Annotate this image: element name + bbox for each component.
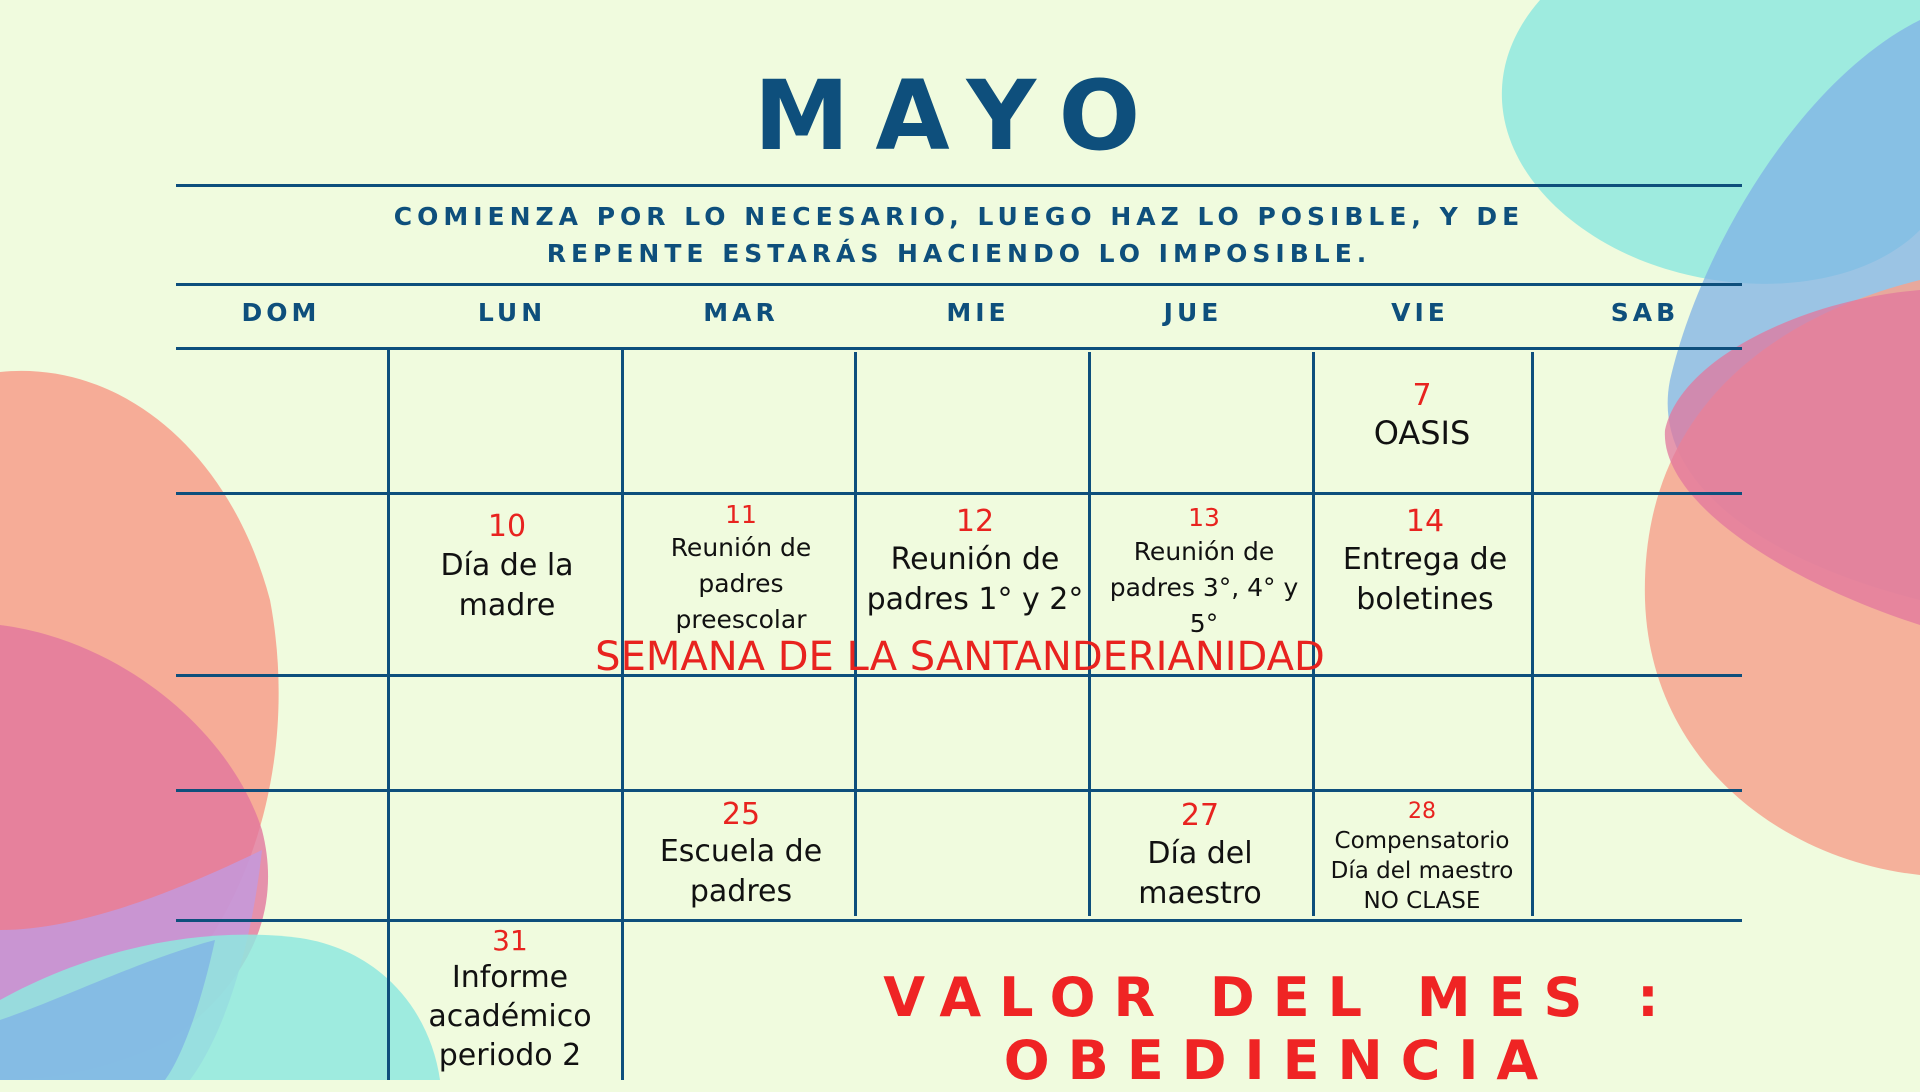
day-number: 25 <box>721 797 761 832</box>
day-number: 13 <box>1188 503 1220 532</box>
row-divider-3 <box>176 789 1742 792</box>
day-cell-25 <box>636 798 846 912</box>
event-text-line-1: Compensatorio <box>1334 828 1510 854</box>
motivational-quote <box>176 198 1742 272</box>
day-cell-28 <box>1310 798 1534 916</box>
event-text-line-2: Día del maestro <box>1330 858 1514 884</box>
quote-line-1: COMIENZA POR LO NECESARIO, LUEGO HAZ LO POSIBLE, Y DE <box>393 202 1525 231</box>
divider-top <box>176 184 1742 187</box>
event-text: Reunión de padres 3°, 4° y 5° <box>1109 537 1299 638</box>
event-text: Reunión de padres preescolar <box>670 533 812 634</box>
event-text: OASIS <box>1373 414 1471 452</box>
day-cell-10 <box>407 508 607 626</box>
event-text: Entrega de boletines <box>1342 542 1508 617</box>
day-number: 31 <box>492 924 528 957</box>
value-of-month: VALOR DEL MES : OBEDIENCIA <box>883 966 1677 1092</box>
event-text: Día de la madre <box>440 548 574 623</box>
day-cell-27 <box>1100 798 1300 914</box>
month-title: MAYO <box>753 60 1167 172</box>
day-cell-31 <box>400 924 620 1075</box>
day-cell-7 <box>1310 378 1534 452</box>
event-text: Reunión de padres 1° y 2° <box>866 542 1084 617</box>
divider-header-bottom <box>176 347 1742 350</box>
week-banner: SEMANA DE LA SANTANDERIANIDAD <box>595 634 1325 680</box>
event-text: Día del maestro <box>1138 836 1262 911</box>
weekday-dom: DOM <box>241 298 321 327</box>
day-number: 28 <box>1408 799 1436 824</box>
weekday-mar: MAR <box>703 298 779 327</box>
day-number: 11 <box>725 500 757 529</box>
weekday-sab: SAB <box>1610 298 1680 327</box>
event-text: Informe académico periodo 2 <box>428 960 592 1073</box>
day-cell-11 <box>636 500 846 638</box>
row-divider-4 <box>176 919 1742 922</box>
weekday-lun: LUN <box>477 298 547 327</box>
day-number: 12 <box>955 504 995 539</box>
day-number: 27 <box>1180 798 1220 833</box>
event-text-line-3: NO CLASE <box>1363 888 1481 914</box>
event-text: Escuela de padres <box>659 834 823 909</box>
divider-quote-bottom <box>176 283 1742 286</box>
day-number: 7 <box>1412 378 1432 413</box>
quote-line-2: REPENTE ESTARÁS HACIENDO LO IMPOSIBLE. <box>546 239 1372 268</box>
weekday-jue: JUE <box>1163 298 1223 327</box>
day-cell-12 <box>866 504 1084 620</box>
day-cell-13 <box>1098 502 1310 642</box>
weekday-mie: MIE <box>946 298 1010 327</box>
col-divider-2 <box>621 347 624 1080</box>
day-number: 14 <box>1405 504 1445 539</box>
col-divider-1 <box>387 347 390 1080</box>
row-divider-1 <box>176 492 1742 495</box>
day-cell-14 <box>1320 504 1530 620</box>
weekday-vie: VIE <box>1391 298 1449 327</box>
day-number: 10 <box>487 509 527 544</box>
